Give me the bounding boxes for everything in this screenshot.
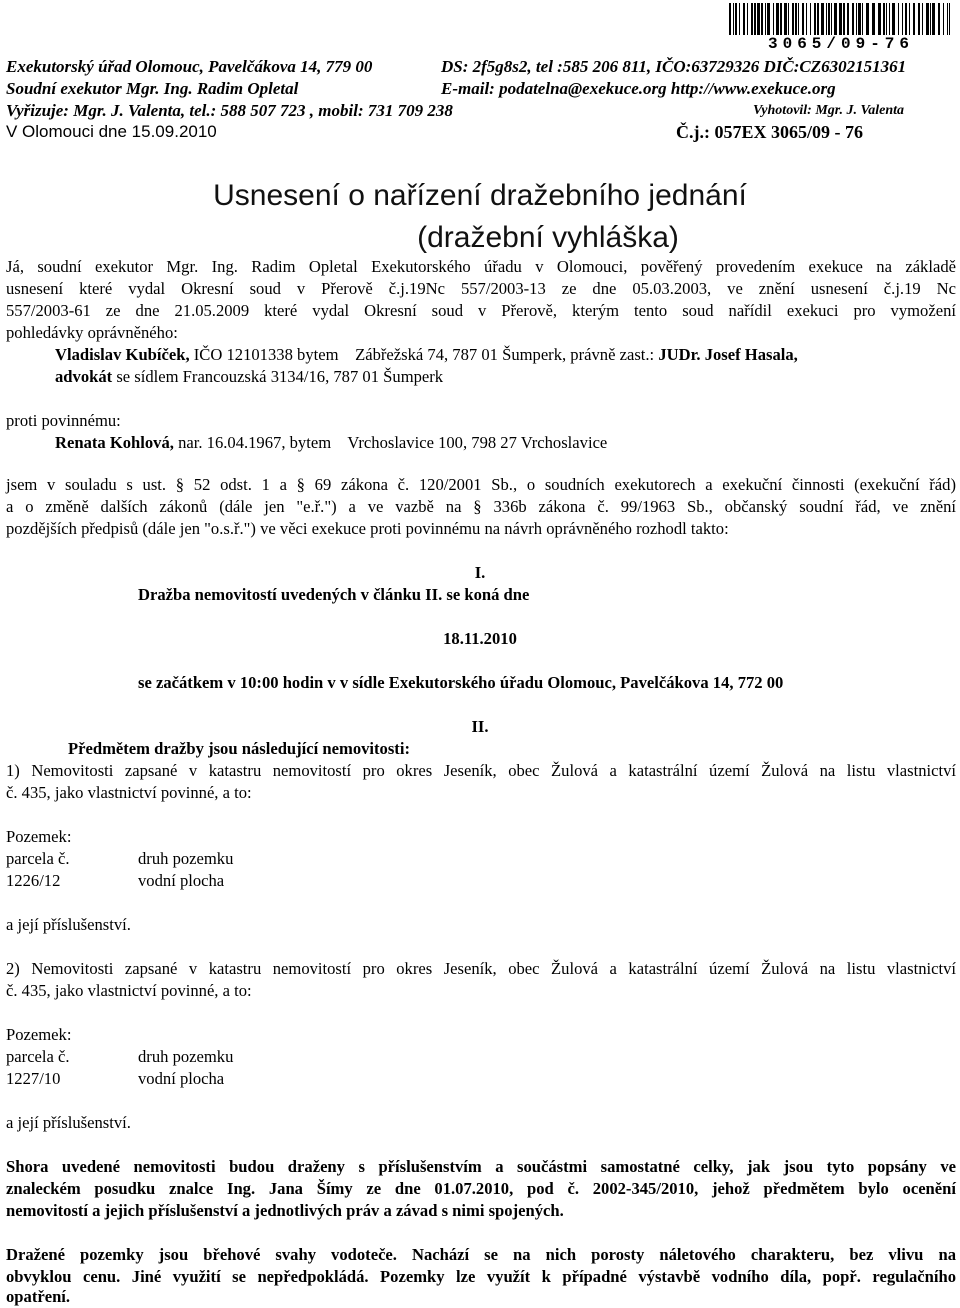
barcode-bar <box>767 3 770 35</box>
barcode-bar <box>826 3 827 35</box>
barcode-bar <box>866 3 869 35</box>
data-box-ids: DS: 2f5g8s2, tel :585 206 811, IČO:63729326 DIČ:CZ6302151361 <box>441 57 907 76</box>
auction-date: 18.11.2010 <box>443 629 517 648</box>
barcode-bar <box>886 3 887 35</box>
barcode-bar <box>909 3 910 35</box>
barcode-bar <box>751 3 753 35</box>
barcode <box>729 3 953 35</box>
property-1-parcel: 1226/12 <box>6 871 61 890</box>
barcode-bar <box>938 3 940 35</box>
intro-line-2: usnesení které vydal Okresní soud v Přerově č.j.19Nc 557/2003-13 ze dne 05.03.2003, ve znění usnesení č.j.19 Nc <box>6 279 956 298</box>
barcode-bar <box>856 3 857 35</box>
creditor-line <box>55 344 798 366</box>
barcode-bar <box>852 3 854 35</box>
barcode-bar <box>735 3 737 35</box>
barcode-bar <box>943 3 944 35</box>
barcode-bar <box>898 3 899 35</box>
prepared-by: Vyhotovil: Mgr. J. Valenta <box>753 103 905 118</box>
page-title: Usnesení o nařízení dražebního jednání <box>213 179 747 212</box>
barcode-bar <box>765 3 766 35</box>
barcode-bar <box>795 3 797 35</box>
barcode-bar <box>926 3 929 35</box>
barcode-bar <box>810 3 811 35</box>
barcode-bar <box>784 3 787 35</box>
barcode-bar <box>834 3 837 35</box>
barcode-bar <box>922 3 923 35</box>
debtor-line <box>55 432 607 454</box>
property-2-line-2: č. 435, jako vlastnictví povinné, a to: <box>6 981 252 1000</box>
property-2-pozemek: Pozemek: <box>6 1025 72 1044</box>
property-2-type: vodní plocha <box>138 1069 225 1088</box>
legal-line-2: a o změně dalších zákonů (dále jen "e.ř.") a ve vazbě na § 336b zákona č. 99/1963 Sb., občanský soudní řád, ve znění <box>6 497 956 516</box>
barcode-bar <box>883 3 885 35</box>
property-1-line-2: č. 435, jako vlastnictví povinné, a to: <box>6 783 252 802</box>
barcode-bar <box>839 3 842 35</box>
intro-line-3: 557/2003-61 ze dne 21.05.2009 které vydal Okresní soud v Přerově, kterým tento soud nařídil exekuci pro vymožení <box>6 301 956 320</box>
lawyer-address: se sídlem Francouzská 3134/16, 787 01 Šumperk <box>112 367 444 386</box>
barcode-bar <box>817 3 819 35</box>
barcode-bar <box>902 3 903 35</box>
debtor-label: proti povinnému: <box>6 411 121 430</box>
barcode-bar <box>792 3 794 35</box>
barcode-bar <box>930 3 931 35</box>
barcode-bar <box>814 3 816 35</box>
auction-start: se začátkem v 10:00 hodin v v sídle Exekutorského úřadu Olomouc, Pavelčákova 14, 772 00 <box>138 673 784 692</box>
property-2-col1-label: parcela č. <box>6 1047 70 1066</box>
intro-line-1: Já, soudní exekutor Mgr. Ing. Radim Opletal Exekutorského úřadu v Olomouci, pověřený provedením exekuce na základě <box>6 257 956 276</box>
debtor-details: nar. 16.04.1967, bytem Vrchoslavice 100, 798 27 Vrchoslavice <box>173 433 608 452</box>
barcode-bar <box>918 3 920 35</box>
property-1-col2-label: druh pozemku <box>138 849 234 868</box>
barcode-bar <box>798 3 799 35</box>
section-2-numeral: II. <box>471 717 489 736</box>
barcode-bar <box>747 3 748 35</box>
office-address: Exekutorský úřad Olomouc, Pavelčákova 14, 779 00 <box>6 57 373 76</box>
legal-line-3: pozdějších předpisů (dále jen "o.s.ř.") ve věci exekuce proti povinnému na návrh oprávněného rozhodl takto: <box>6 519 729 538</box>
barcode-bar <box>949 3 950 35</box>
property-2-accessory: a její příslušenství. <box>6 1113 131 1132</box>
property-1-type: vodní plocha <box>138 871 225 890</box>
intro-line-4: pohledávky oprávněného: <box>6 323 178 342</box>
note-2-line-1: Dražené pozemky jsou břehové svahy vodoteče. Nachází se na nich porosty náletového charakteru, bez vlivu na <box>6 1245 956 1264</box>
creditor-lawyer: JUDr. Josef Hasala, <box>658 345 798 364</box>
note-1-line-3: nemovitostí a jejich příslušenství a jednotlivých práv a závad s nimi spojených. <box>6 1201 564 1220</box>
barcode-bar <box>878 3 881 35</box>
barcode-bar <box>802 3 804 35</box>
barcode-bar <box>892 3 895 35</box>
barcode-bar <box>847 3 849 35</box>
barcode-bar <box>831 3 832 35</box>
barcode-bar <box>858 3 861 35</box>
property-2-line-1: 2) Nemovitosti zapsané v katastru nemovitostí pro okres Jeseník, obec Žulová a katastrální území Žulová na listu vlastnictví <box>6 959 956 978</box>
property-2-parcel: 1227/10 <box>6 1069 61 1088</box>
note-1-line-2: znaleckém posudku znalce Ing. Jana Šímy ze dne 01.07.2010, pod č. 2002-345/2010, jehož předmětem bylo ocenění <box>6 1179 956 1198</box>
note-2-line-3: opatření. <box>6 1287 71 1306</box>
section-1-heading: Dražba nemovitostí uvedených v článku II. se koná dne <box>138 585 530 604</box>
barcode-bar <box>821 3 824 35</box>
barcode-bar <box>889 3 890 35</box>
barcode-bar <box>913 3 915 35</box>
section-2-heading: Předmětem dražby jsou následující nemovitosti: <box>68 739 410 758</box>
barcode-bar <box>788 3 789 35</box>
barcode-bar <box>776 3 779 35</box>
barcode-bar <box>729 3 731 35</box>
note-1-line-1: Shora uvedené nemovitosti budou draženy s příslušenstvím a součástmi samostatné celky, jak jsou tyto popsány ve <box>6 1157 956 1176</box>
lawyer-title: advokát <box>55 367 113 386</box>
barcode-bar <box>733 3 734 35</box>
creditor-details: IČO 12101338 bytem Zábřežská 74, 787 01 Šumperk, právně zast.: <box>189 345 659 364</box>
barcode-bar <box>780 3 782 35</box>
barcode-bar <box>947 3 948 35</box>
property-2-col2-label: druh pozemku <box>138 1047 234 1066</box>
debtor-name: Renata Kohlová, <box>55 433 174 452</box>
case-number: Č.j.: 057EX 3065/09 - 76 <box>676 122 863 142</box>
barcode-bar <box>828 3 830 35</box>
email-web: E-mail: podatelna@exekuce.org http://www.exekuce.org <box>441 79 836 98</box>
section-1-numeral: I. <box>474 563 486 582</box>
barcode-bar <box>739 3 740 35</box>
legal-line-1: jsem v souladu s ust. § 52 odst. 1 a § 69 zákona č. 120/2001 Sb., o soudních exekutorech a exekuční činnosti (exekuční řád) <box>6 475 956 494</box>
barcode-bar <box>932 3 935 35</box>
barcode-bar <box>806 3 807 35</box>
barcode-bar <box>754 3 756 35</box>
property-1-pozemek: Pozemek: <box>6 827 72 846</box>
barcode-bar <box>743 3 745 35</box>
barcode-bar <box>872 3 875 35</box>
page-subtitle: (dražební vyhláška) <box>417 221 679 254</box>
barcode-bar <box>757 3 760 35</box>
barcode-number: 3065/09-76 <box>767 35 914 53</box>
property-1-col1-label: parcela č. <box>6 849 70 868</box>
barcode-bar <box>773 3 774 35</box>
creditor-name: Vladislav Kubíček, <box>55 345 190 364</box>
barcode-bar <box>905 3 907 35</box>
barcode-bar <box>761 3 763 35</box>
place-date: V Olomouci dne 15.09.2010 <box>6 122 217 141</box>
lawyer-line <box>55 366 443 388</box>
barcode-bar <box>843 3 845 35</box>
handles-contact: Vyřizuje: Mgr. J. Valenta, tel.: 588 507 723 , mobil: 731 709 238 <box>6 101 453 120</box>
property-1-line-1: 1) Nemovitosti zapsané v katastru nemovitostí pro okres Jeseník, obec Žulová a katastrální území Žulová na listu vlastnictví <box>6 761 956 780</box>
note-2-line-2: obvyklou cenu. Jiné využití se nepředpokládá. Pozemky lze využít k případné výstavbě vodního díla, popř. regulačního <box>6 1267 956 1286</box>
property-1-accessory: a její příslušenství. <box>6 915 131 934</box>
executor-name: Soudní exekutor Mgr. Ing. Radim Opletal <box>6 79 299 98</box>
barcode-bar <box>862 3 863 35</box>
